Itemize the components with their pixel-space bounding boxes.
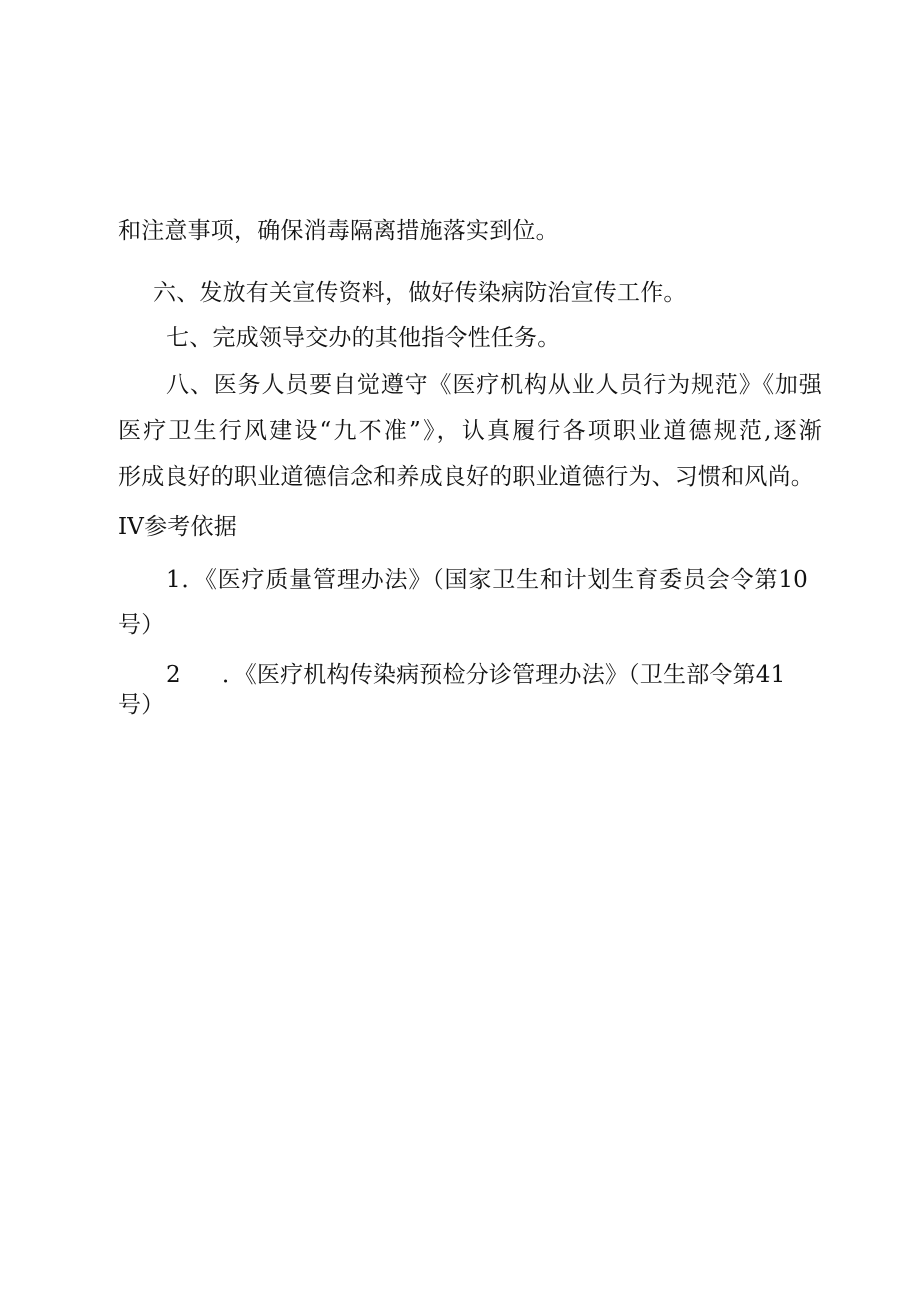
- reference-number: 2: [166, 662, 181, 688]
- paragraph-item-six: 六、发放有关宣传资料，做好传染病防治宣传工作。: [153, 280, 687, 306]
- reference-item-2-line-1: [166, 660, 808, 690]
- paragraph-text: 八、医务人员要自觉遵守《医疗机构从业人员行为规范》《加强: [166, 372, 822, 398]
- reference-item-1-line-1: [166, 565, 808, 595]
- paragraph-continuation: 和注意事项，确保消毒隔离措施落实到位。: [118, 218, 559, 244]
- paragraph-item-eight-line-3: 形成良好的职业道德信念和养成良好的职业道德行为、习惯和风尚。: [118, 464, 814, 490]
- reference-text: ．《医疗机构传染病预检分诊管理办法》（卫生部令第41: [222, 662, 786, 688]
- paragraph-item-eight-line-2: [118, 416, 822, 446]
- section-heading: IV参考依据: [118, 514, 237, 540]
- paragraph-text: 医疗卫生行风建设“九不准”》，认真履行各项职业道德规范,逐渐: [118, 418, 822, 444]
- paragraph-item-seven: 七、完成领导交办的其他指令性任务。: [166, 325, 561, 351]
- paragraph-item-eight-line-1: [166, 370, 822, 400]
- reference-item-1-line-2: 号）: [118, 612, 165, 638]
- reference-text: 1．《医疗质量管理办法》（国家卫生和计划生育委员会令第10: [166, 567, 808, 593]
- reference-item-2-line-2: 号）: [118, 692, 165, 718]
